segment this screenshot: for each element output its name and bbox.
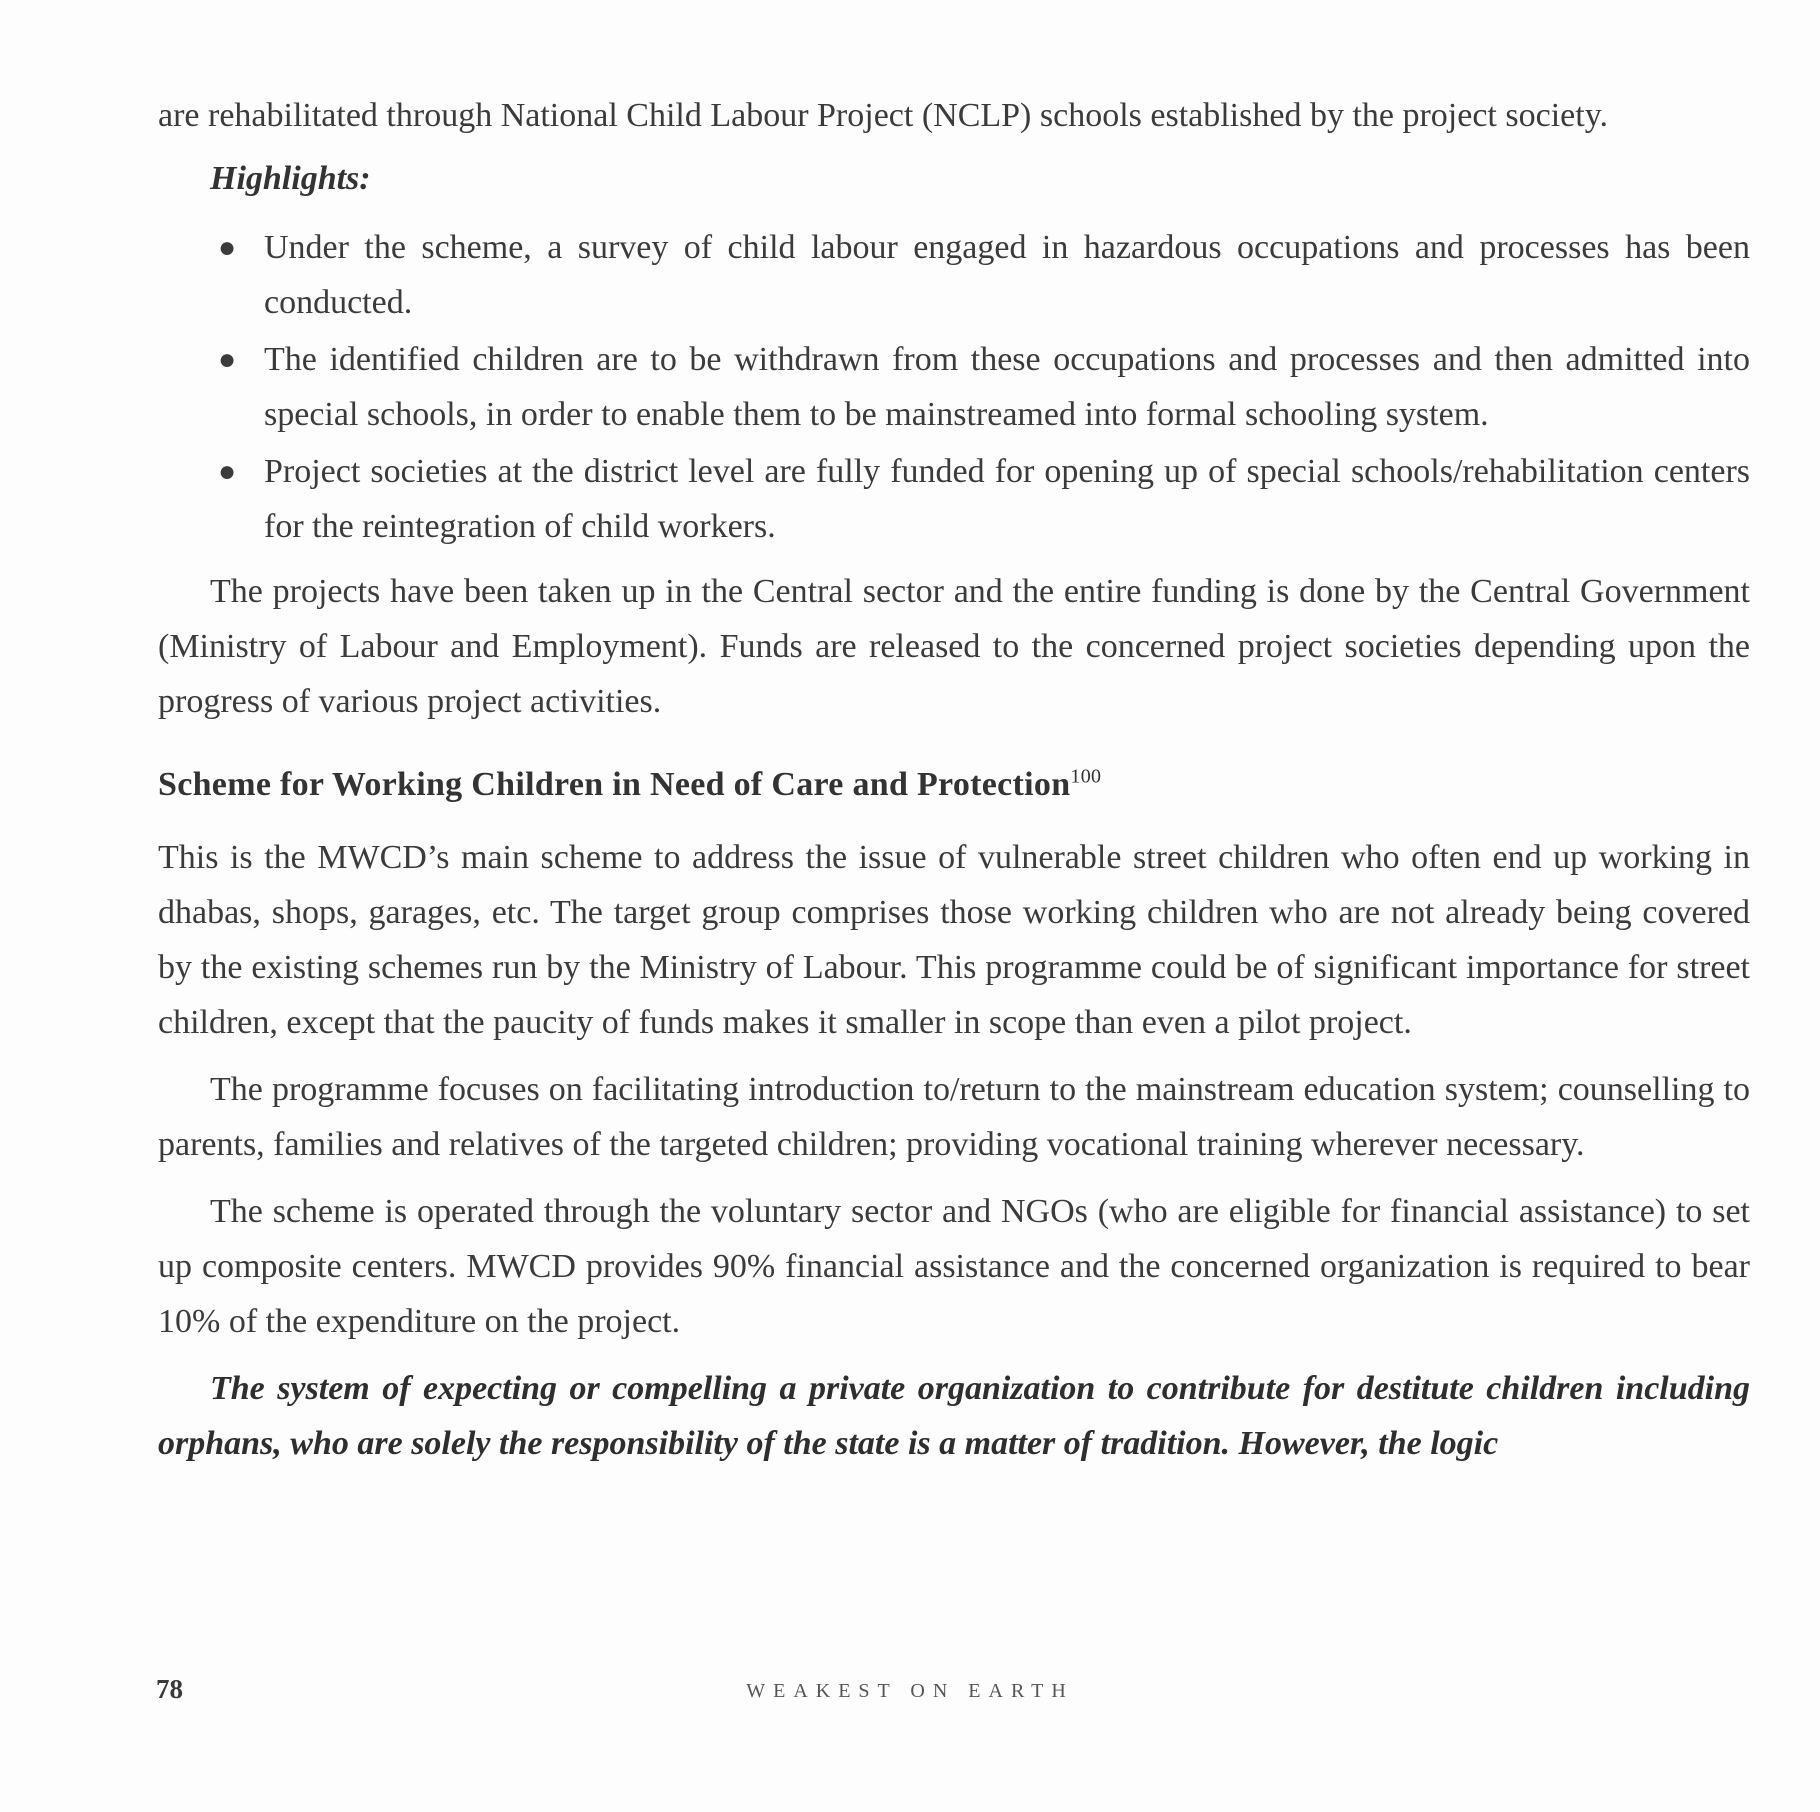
emphasis-paragraph: The system of expecting or compelling a private organization to contribute for destitute children including orphans, who are solely the responsibility of the state is a matter of tradition. However, the logic [158, 1370, 1750, 1462]
highlights-heading: Highlights: [210, 160, 371, 197]
section-paragraph: The scheme is operated through the voluntary sector and NGOs (who are eligible for financial assistance) to set up composite centers. MWCD provides 90% financial assistance and the concerned organization is required to bear 10% of the expenditure on the project. [158, 1193, 1750, 1340]
section-heading [158, 757, 1750, 812]
section-heading-text: Scheme for Working Children in Need of Care and Protection [158, 766, 1071, 803]
page-number: 78 [156, 1674, 183, 1704]
running-footer-title: WEAKEST ON EARTH [746, 1680, 1074, 1702]
bullet-icon: ● [218, 231, 237, 264]
section-paragraph: The programme focuses on facilitating introduction to/return to the mainstream education system; counselling to parents, families and relatives of the targeted children; providing vocational training wherever necessary. [158, 1071, 1750, 1163]
intro-paragraph: are rehabilitated through National Child Labour Project (NCLP) schools established by the project society. [158, 97, 1608, 134]
section-paragraph: This is the MWCD’s main scheme to address the issue of vulnerable street children who often end up working in dhabas, shops, garages, etc. The target group comprises those working children who are not already being covered by the existing schemes run by the Ministry of Labour. This programme could be of significant importance for street children, except that the paucity of funds makes it smaller in scope than even a pilot project. [158, 839, 1750, 1041]
list-item-text: Project societies at the district level are fully funded for opening up of special schools/rehabilitation centers for the reintegration of child workers. [264, 453, 1750, 545]
footnote-reference: 100 [1070, 765, 1102, 788]
highlights-list [158, 220, 1750, 554]
list-item-text: The identified children are to be withdrawn from these occupations and processes and then admitted into special schools, in order to enable them to be mainstreamed into formal schooling system. [264, 341, 1750, 433]
bullet-icon: ● [218, 343, 237, 376]
funding-paragraph: The projects have been taken up in the Central sector and the entire funding is done by the Central Government (Ministry of Labour and Employment). Funds are released to the concerned project societies depending upon the progress of various project activities. [158, 573, 1750, 720]
list-item [218, 332, 1750, 442]
list-item [218, 444, 1750, 554]
page-body [158, 88, 1750, 1471]
list-item-text: Under the scheme, a survey of child labour engaged in hazardous occupations and processes has been conducted. [264, 229, 1750, 321]
bullet-icon: ● [218, 455, 237, 488]
list-item [218, 220, 1750, 330]
